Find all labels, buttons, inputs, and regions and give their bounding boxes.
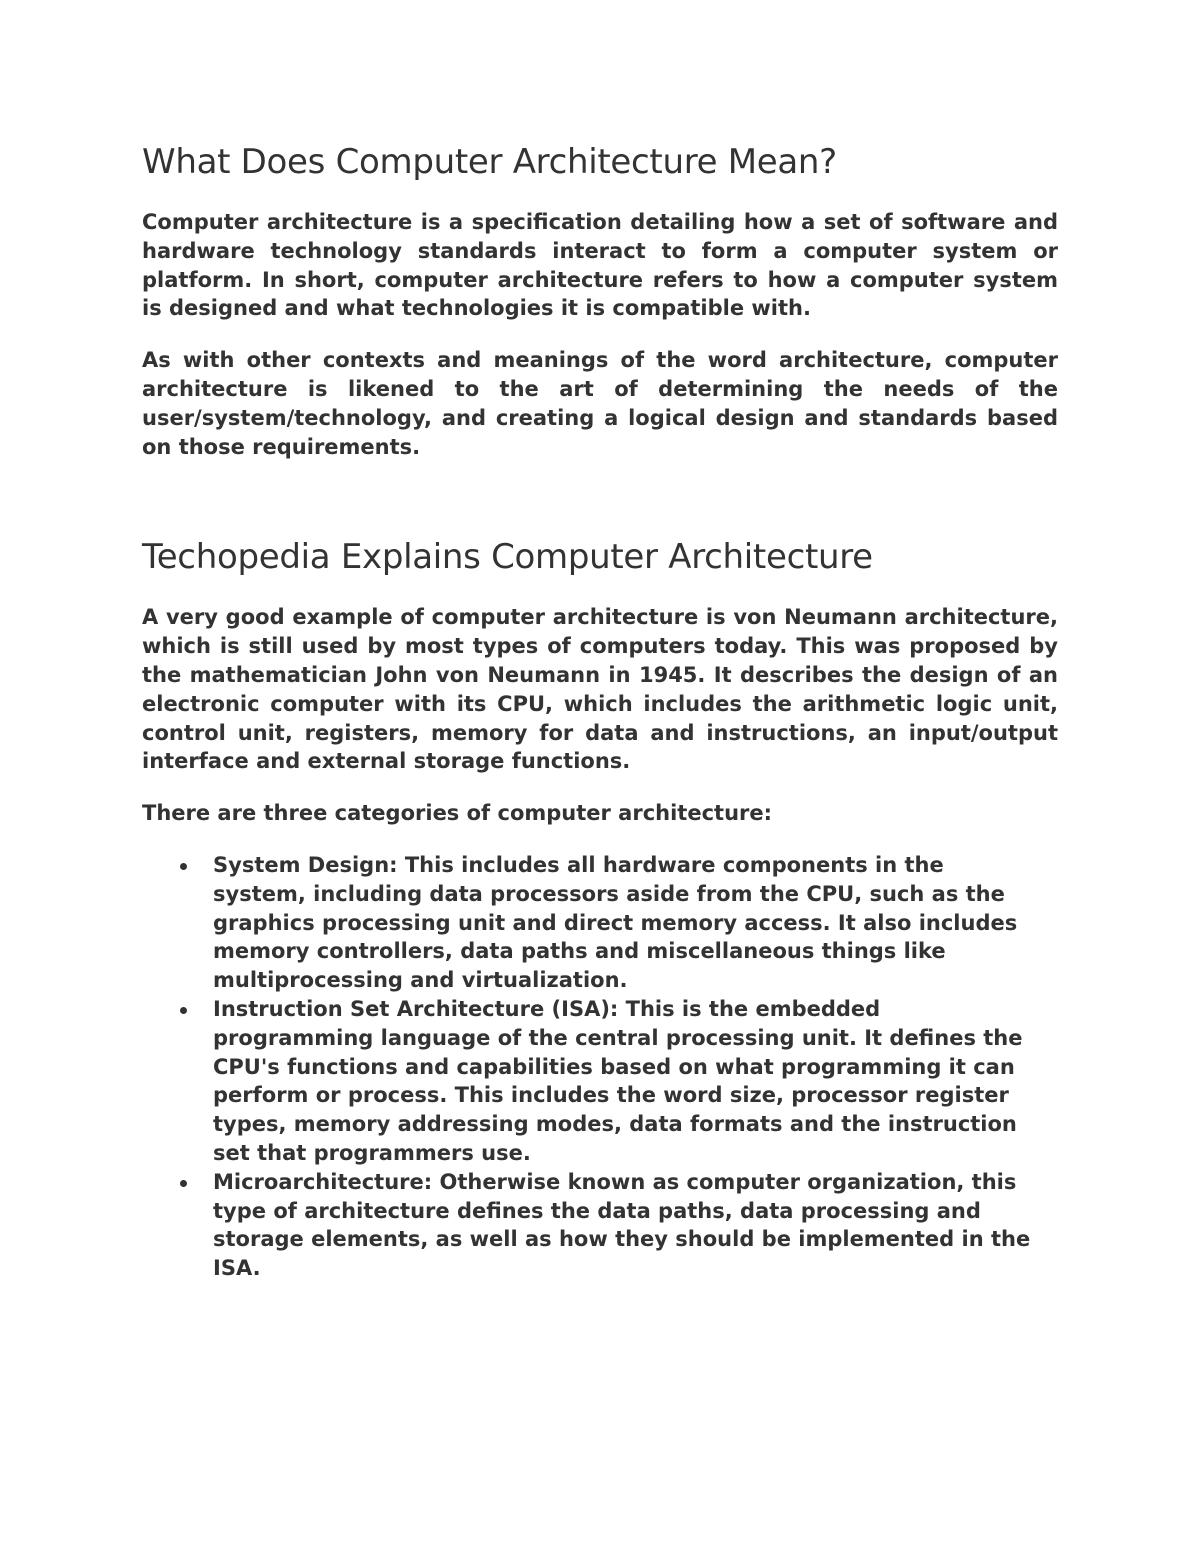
list-item-text: Microarchitecture: Otherwise known as computer organization, this type of architecture defines the data paths, data processing and storage elements, as well as how they should be implemented in the ISA. xyxy=(213,1169,1031,1281)
paragraph-von-neumann: A very good example of computer architecture is von Neumann architecture, which is still used by most types of computers today. This was proposed by the mathematician John von Neumann in 1945. It describes the design of an electronic computer with its CPU, which includes the arithmetic logic unit, control unit, registers, memory for data and instructions, an input/output interface and external storage functions. xyxy=(142,605,1058,774)
bullet-icon xyxy=(180,1180,187,1187)
list-item-isa xyxy=(213,995,1033,1168)
paragraph-definition: Computer architecture is a specification detailing how a set of software and hardware technology standards interact to form a computer system or platform. In short, computer architecture refers to how a computer system is designed and what technologies it is compatible with. xyxy=(142,210,1058,321)
bullet-icon xyxy=(180,1007,187,1014)
list-item-system-design xyxy=(213,851,1033,995)
paragraph-categories-intro: There are three categories of computer architecture: xyxy=(142,801,773,826)
list-item-text: Instruction Set Architecture (ISA): This is the embedded programming language of the central processing unit. It defines the CPU's functions and capabilities based on what programming it can perform or process. This includes the word size, processor register types, memory addressing modes, data formats and the instruction set that programmers use. xyxy=(213,996,1023,1165)
list-item-text: System Design: This includes all hardware components in the system, including data processors aside from the CPU, such as the graphics processing unit and direct memory access. It also includes memory controllers, data paths and miscellaneous things like multiprocessing and virtualization. xyxy=(213,852,1018,993)
paragraph-context: As with other contexts and meanings of the word architecture, computer architecture is likened to the art of determining the needs of the user/system/technology, and creating a logical design and standards based on those requirements. xyxy=(142,348,1058,459)
document-page xyxy=(142,140,1058,1283)
section-heading-explains: Techopedia Explains Computer Architecture xyxy=(142,537,873,578)
section-heading-meaning: What Does Computer Architecture Mean? xyxy=(142,142,837,182)
list-item-microarchitecture xyxy=(213,1168,1033,1283)
categories-list xyxy=(142,851,1033,1283)
bullet-icon xyxy=(180,863,187,870)
